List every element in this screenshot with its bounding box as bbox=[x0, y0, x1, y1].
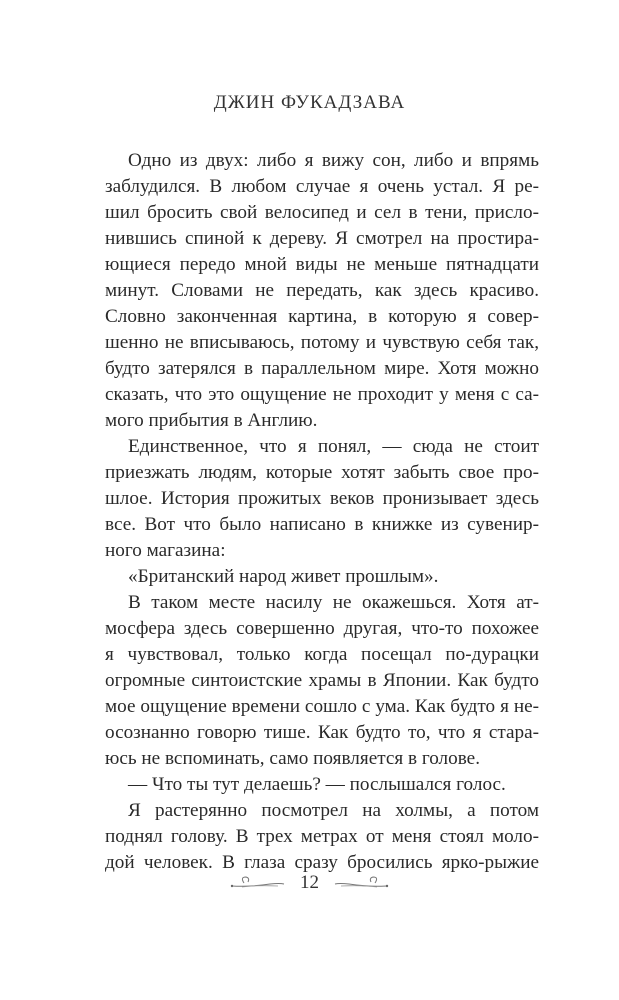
text-line: Я растерянно посмотрел на холмы, а потом bbox=[128, 800, 539, 821]
text-line: ющиеся передо мной виды не меньше пятнадцати bbox=[105, 254, 539, 275]
text-line: нившись спиной к дереву. Я смотрел на простира- bbox=[105, 228, 539, 249]
text-line: мое ощущение времени сошло с ума. Как будто я не- bbox=[105, 696, 539, 717]
text-line: юсь не вспоминать, само появляется в голове. bbox=[105, 748, 480, 769]
text-line: «Британский народ живет прошлым». bbox=[128, 566, 439, 587]
text-line: В таком месте насилу не окажешься. Хотя ат- bbox=[128, 592, 539, 613]
text-line: шенно не вписываюсь, потому и чувствую себя так, bbox=[105, 332, 539, 353]
text-line: мого прибытия в Англию. bbox=[105, 410, 318, 431]
text-line: заблудился. В любом случае я очень устал. Я ре- bbox=[105, 176, 539, 197]
page-number: 12 bbox=[300, 872, 319, 893]
text-line: будто затерялся в параллельном мире. Хотя можно bbox=[105, 358, 539, 379]
text-line: огромные синтоистские храмы в Японии. Как будто bbox=[105, 670, 539, 691]
page-footer bbox=[0, 872, 619, 894]
text-line: поднял голову. В трех метрах от меня стоял моло- bbox=[105, 826, 539, 847]
text-line: шил бросить свой велосипед и сел в тени, присло- bbox=[105, 202, 539, 223]
text-line: ного магазина: bbox=[105, 540, 226, 561]
text-line: минут. Словами не передать, как здесь красиво. bbox=[105, 280, 539, 301]
text-line: Единственное, что я понял, — сюда не стоит bbox=[128, 436, 539, 457]
body-text bbox=[105, 148, 539, 876]
right-ornament-icon bbox=[333, 873, 389, 893]
text-line: приезжать людям, которые хотят забыть свое про- bbox=[105, 462, 539, 483]
text-line: я чувствовал, только когда посещал по-дурацки bbox=[105, 644, 539, 665]
running-header: ДЖИН ФУКАДЗАВА bbox=[213, 92, 406, 113]
text-line: все. Вот что было написано в книжке из сувенир- bbox=[105, 514, 539, 535]
text-line: — Что ты тут делаешь? — послышался голос. bbox=[128, 774, 506, 795]
text-line: шлое. История прожитых веков пронизывает здесь bbox=[105, 488, 539, 509]
text-line: Одно из двух: либо я вижу сон, либо и впрямь bbox=[128, 150, 539, 171]
text-line: осознанно говорю тише. Как будто то, что я стара- bbox=[105, 722, 539, 743]
text-line: сказать, что это ощущение не проходит у меня с са- bbox=[105, 384, 539, 405]
text-line: дой человек. В глаза сразу бросились ярко-рыжие bbox=[105, 852, 539, 873]
left-ornament-icon bbox=[230, 873, 286, 893]
text-line: мосфера здесь совершенно другая, что-то похожее bbox=[105, 618, 539, 639]
text-line: Словно законченная картина, в которую я совер- bbox=[105, 306, 539, 327]
